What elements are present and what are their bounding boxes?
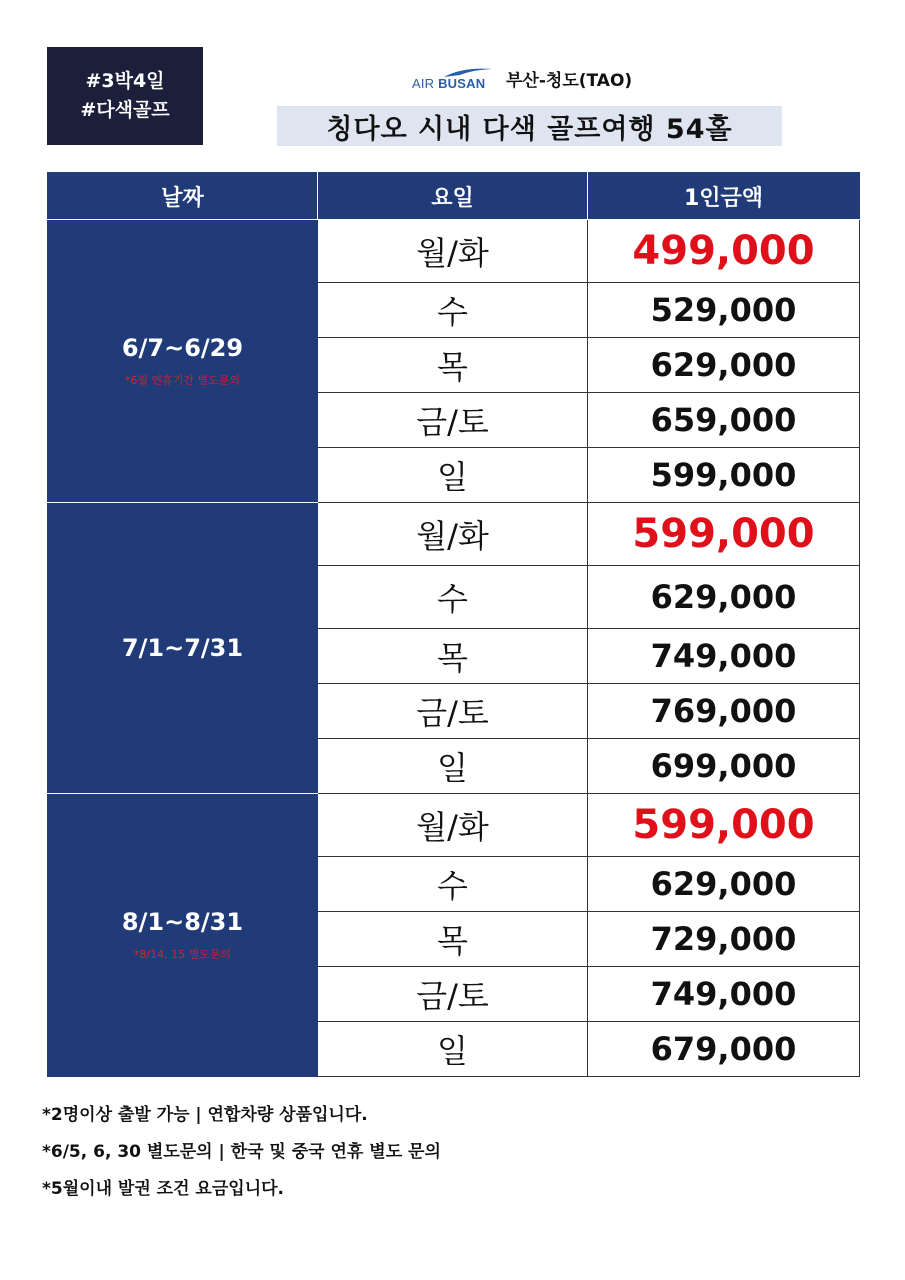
logo-air: AIR <box>412 76 435 91</box>
price: 659,000 <box>650 401 797 439</box>
airline-header <box>412 64 632 92</box>
price: 749,000 <box>650 637 797 675</box>
route-label: 부산-청도(TAO) <box>506 70 633 91</box>
table-header-row <box>48 173 860 220</box>
date-range-cell <box>48 220 318 503</box>
date-range: 7/1~7/31 <box>121 634 244 662</box>
page-title: 칭다오 시내 다색 골프여행 54홀 <box>326 113 733 145</box>
price: 769,000 <box>650 692 797 730</box>
weekday: 일 <box>437 458 468 496</box>
price-highlight: 599,000 <box>632 802 815 848</box>
weekday: 목 <box>437 639 468 677</box>
price: 629,000 <box>650 578 797 616</box>
price: 529,000 <box>650 291 797 329</box>
table-row <box>48 794 860 857</box>
price-highlight: 599,000 <box>632 511 815 557</box>
page-title-bar <box>277 106 782 146</box>
price: 629,000 <box>650 346 797 384</box>
hashtag-nights: #3박4일 <box>85 70 165 93</box>
price: 679,000 <box>650 1030 797 1068</box>
price-table <box>47 172 860 1077</box>
footnotes <box>42 1097 441 1208</box>
date-range-cell <box>48 794 318 1077</box>
price-highlight: 499,000 <box>632 228 815 274</box>
price: 629,000 <box>650 865 797 903</box>
weekday: 수 <box>437 293 468 331</box>
weekday: 금/토 <box>416 403 489 441</box>
price: 599,000 <box>650 456 797 494</box>
date-note: *6월 연휴기간 별도문의 <box>124 374 241 387</box>
weekday: 월/화 <box>416 234 489 272</box>
table-row <box>48 503 860 566</box>
hashtag-box <box>47 47 203 145</box>
weekday: 일 <box>437 749 468 787</box>
footnote-item: *5월이내 발권 조건 요금입니다. <box>42 1179 284 1199</box>
date-note: *8/14, 15 별도문의 <box>133 948 232 961</box>
weekday: 월/화 <box>416 808 489 846</box>
date-range: 6/7~6/29 <box>121 334 244 362</box>
price: 699,000 <box>650 747 797 785</box>
date-range: 8/1~8/31 <box>121 908 244 936</box>
price: 729,000 <box>650 920 797 958</box>
logo-busan: BUSAN <box>438 76 486 91</box>
weekday: 일 <box>437 1032 468 1070</box>
weekday: 금/토 <box>416 977 489 1015</box>
weekday: 수 <box>437 580 468 618</box>
header-date: 날짜 <box>48 173 318 220</box>
price: 749,000 <box>650 975 797 1013</box>
footnote-item: *2명이상 출발 가능 | 연합차량 상품입니다. <box>42 1105 368 1125</box>
footnote-item: *6/5, 6, 30 별도문의 | 한국 및 중국 연휴 별도 문의 <box>42 1142 441 1162</box>
hashtag-golf: #다색골프 <box>80 99 170 121</box>
header-price: 1인금액 <box>588 173 860 220</box>
weekday: 금/토 <box>416 694 489 732</box>
header-day: 요일 <box>318 173 588 220</box>
weekday: 월/화 <box>416 517 489 555</box>
weekday: 목 <box>437 922 468 960</box>
weekday: 수 <box>437 867 468 905</box>
table-row <box>48 220 860 283</box>
weekday: 목 <box>437 348 468 386</box>
date-range-cell <box>48 503 318 794</box>
air-busan-logo <box>412 65 496 91</box>
